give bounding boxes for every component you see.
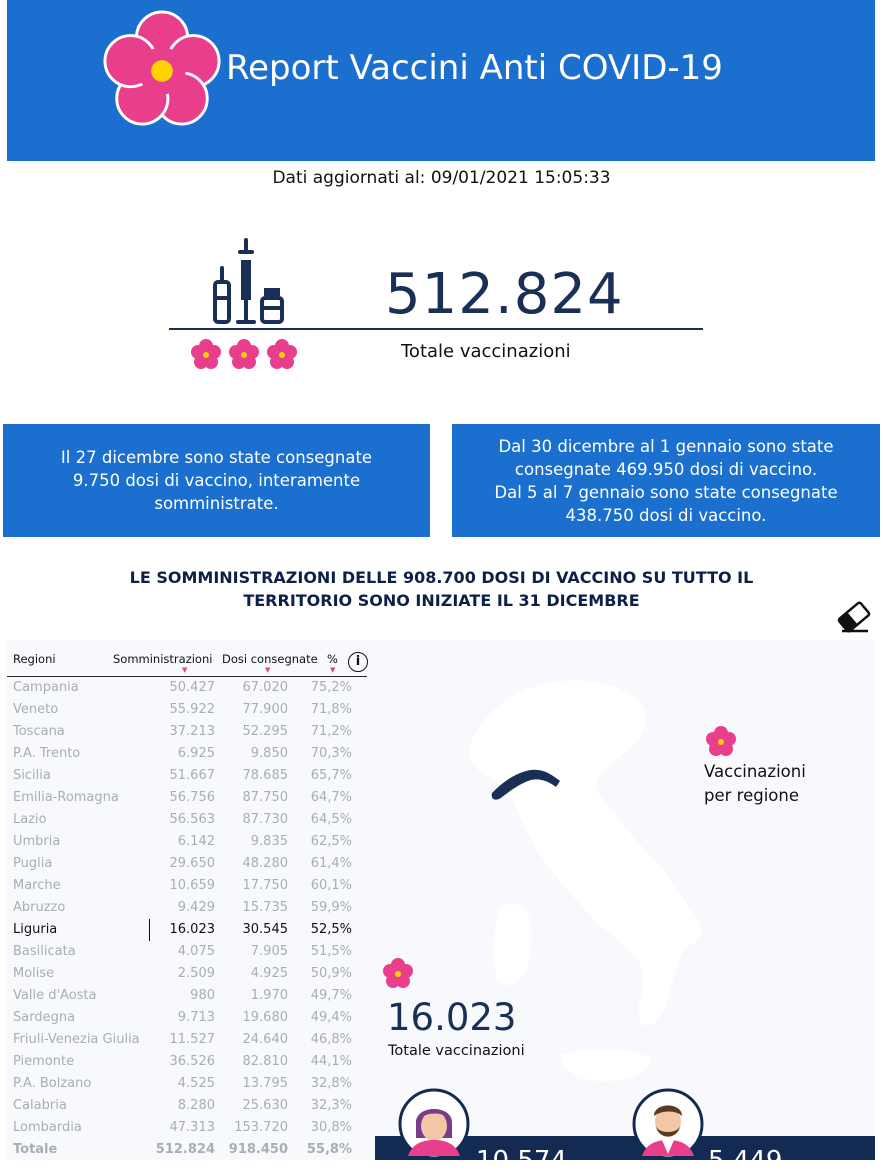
region-cell: Piemonte [13,1054,75,1069]
administered-cell: 55.922 [169,702,215,717]
last-updated-label: Dati aggiornati al: [272,168,426,188]
table-row[interactable] [7,1117,367,1139]
delivered-cell: 7.905 [250,944,288,959]
region-cell: Calabria [13,1098,67,1113]
table-header [7,648,367,677]
administered-cell: 37.213 [169,724,215,739]
table-row[interactable] [7,853,367,875]
sort-dosi-icon[interactable]: ▼ [265,666,271,674]
female-avatar-icon [398,1088,470,1160]
table-row[interactable] [7,1095,367,1117]
vaccine-syringe-icon [210,238,286,326]
delivered-cell: 1.970 [250,988,288,1003]
percent-cell: 51,5% [310,944,352,959]
table-row[interactable] [7,1029,367,1051]
sort-percent-icon[interactable]: ▼ [330,666,336,674]
administered-cell: 2.509 [177,966,215,981]
table-row[interactable] [7,787,367,809]
table-row[interactable] [7,1073,367,1095]
total-divider [169,328,703,330]
delivered-cell: 13.795 [242,1076,288,1091]
map-label-line2: per regione [704,786,799,805]
delivered-cell: 17.750 [242,878,288,893]
table-row[interactable] [7,875,367,897]
region-cell: Umbria [13,834,61,849]
male-avatar-icon [632,1088,704,1160]
section-title [60,566,823,612]
table-row[interactable] [7,831,367,853]
region-cell: Marche [13,878,61,893]
header-regioni[interactable]: Regioni [13,652,56,666]
table-row[interactable] [7,941,367,963]
administered-cell: 9.429 [177,900,215,915]
page-title: Report Vaccini Anti COVID-19 [226,48,723,88]
table-row[interactable] [7,963,367,985]
percent-cell: 50,9% [310,966,352,981]
region-cell: Emilia-Romagna [13,790,119,805]
percent-cell: 61,4% [310,856,352,871]
header-dosi-consegnate[interactable]: Dosi consegnate [222,652,318,666]
delivered-cell: 918.450 [228,1142,288,1157]
delivered-cell: 77.900 [242,702,288,717]
administered-cell: 8.280 [177,1098,215,1113]
region-cell: Basilicata [13,944,76,959]
region-cell: P.A. Bolzano [13,1076,92,1091]
region-cell: Friuli-Venezia Giulia [13,1032,140,1047]
delivered-cell: 19.680 [242,1010,288,1025]
percent-cell: 49,7% [310,988,352,1003]
percent-cell: 60,1% [310,878,352,893]
percent-cell: 59,9% [310,900,352,915]
region-cell: Lombardia [13,1120,82,1135]
percent-cell: 55,8% [306,1142,352,1157]
info-box-later-deliveries [452,424,880,537]
table-row[interactable] [7,677,367,699]
info-box-first-delivery [3,424,430,537]
region-cell: Toscana [13,724,65,739]
region-cell: Lazio [13,812,47,827]
percent-cell: 30,8% [310,1120,352,1135]
percent-cell: 65,7% [310,768,352,783]
italy-map[interactable] [440,665,710,1105]
total-vaccinations-value: 512.824 [385,262,624,327]
eraser-icon[interactable] [836,600,872,634]
delivered-cell: 15.735 [242,900,288,915]
table-row[interactable] [7,897,367,919]
map-label [704,760,806,808]
female-count: 10.574 [476,1146,567,1176]
percent-cell: 64,5% [310,812,352,827]
flower-row-icon [188,336,304,372]
administered-cell: 512.824 [155,1142,215,1157]
selected-region-label: Totale vaccinazioni [388,1043,525,1059]
region-cell: Veneto [13,702,59,717]
region-cell: Totale [13,1142,58,1157]
administered-cell: 29.650 [169,856,215,871]
section-title-line2: TERRITORIO SONO INIZIATE IL 31 DICEMBRE [243,591,640,610]
last-updated [0,168,883,188]
header-somministrazioni[interactable]: Somministrazioni [113,652,213,666]
administered-cell: 50.427 [169,680,215,695]
percent-cell: 70,3% [310,746,352,761]
delivered-cell: 52.295 [242,724,288,739]
administered-cell: 6.925 [177,746,215,761]
male-count: 5.449 [708,1146,783,1176]
region-cell: P.A. Trento [13,746,81,761]
percent-cell: 75,2% [310,680,352,695]
percent-cell: 71,2% [310,724,352,739]
region-cell: Liguria [13,922,58,937]
delivered-cell: 48.280 [242,856,288,871]
region-cell: Molise [13,966,55,981]
region-cell: Campania [13,680,79,695]
delivered-cell: 25.630 [242,1098,288,1113]
table-row[interactable] [7,765,367,787]
region-cell: Abruzzo [13,900,66,915]
sort-somministrazioni-icon[interactable]: ▼ [182,666,188,674]
percent-cell: 71,8% [310,702,352,717]
delivered-cell: 9.835 [250,834,288,849]
delivered-cell: 30.545 [242,922,288,937]
table-row[interactable] [7,743,367,765]
header-percent[interactable]: % [327,652,338,666]
delivered-cell: 4.925 [250,966,288,981]
administered-cell: 56.563 [169,812,215,827]
administered-cell: 36.526 [169,1054,215,1069]
administered-cell: 47.313 [169,1120,215,1135]
administered-cell: 10.659 [169,878,215,893]
administered-cell: 980 [190,988,215,1003]
table-row[interactable] [7,919,367,941]
info-icon[interactable]: i [348,652,368,672]
table-body [7,677,367,1161]
administered-cell: 51.667 [169,768,215,783]
region-cell: Sardegna [13,1010,76,1025]
percent-cell: 49,4% [310,1010,352,1025]
table-row[interactable] [7,1051,367,1073]
info-box-left-text: Il 27 dicembre sono state consegnate 9.750 dosi di vaccino, interamente somministrate. [60,448,373,513]
table-total-row [7,1139,367,1161]
region-cell: Valle d'Aosta [13,988,97,1003]
delivered-cell: 87.730 [242,812,288,827]
administered-cell: 56.756 [169,790,215,805]
regions-table [7,648,367,1161]
percent-cell: 64,7% [310,790,352,805]
table-row[interactable] [7,1007,367,1029]
delivered-cell: 67.020 [242,680,288,695]
delivered-cell: 87.750 [242,790,288,805]
info-box-right-line1: Dal 30 dicembre al 1 gennaio sono state consegnate 469.950 dosi di vaccino. [498,436,834,479]
section-title-line1: LE SOMMINISTRAZIONI DELLE 908.700 DOSI DI VACCINO SU TUTTO IL [129,568,754,587]
info-box-right-line2: Dal 5 al 7 gennaio sono state consegnate 438.750 dosi di vaccino. [494,482,838,525]
administered-cell: 4.075 [177,944,215,959]
delivered-cell: 82.810 [242,1054,288,1069]
region-cell: Puglia [13,856,53,871]
percent-cell: 44,1% [310,1054,352,1069]
table-row[interactable] [7,699,367,721]
primula-flower-icon [103,8,221,130]
table-row[interactable] [7,721,367,743]
total-vaccinations-label: Totale vaccinazioni [401,341,571,362]
selected-region-value: 16.023 [387,996,517,1039]
region-flower-icon [381,956,415,990]
administered-cell: 16.023 [169,922,215,937]
percent-cell: 32,8% [310,1076,352,1091]
region-cell: Sicilia [13,768,51,783]
administered-cell: 9.713 [177,1010,215,1025]
table-row[interactable] [7,985,367,1007]
administered-cell: 11.527 [169,1032,215,1047]
delivered-cell: 78.685 [242,768,288,783]
map-label-line1: Vaccinazioni [704,762,806,781]
percent-cell: 52,5% [310,922,352,937]
administered-cell: 6.142 [177,834,215,849]
percent-cell: 62,5% [310,834,352,849]
table-row[interactable] [7,809,367,831]
delivered-cell: 9.850 [250,746,288,761]
delivered-cell: 153.720 [234,1120,288,1135]
percent-cell: 32,3% [310,1098,352,1113]
delivered-cell: 24.640 [242,1032,288,1047]
administered-cell: 4.525 [177,1076,215,1091]
map-flower-icon [704,724,738,758]
last-updated-value: 09/01/2021 15:05:33 [430,168,611,188]
percent-cell: 46,8% [310,1032,352,1047]
